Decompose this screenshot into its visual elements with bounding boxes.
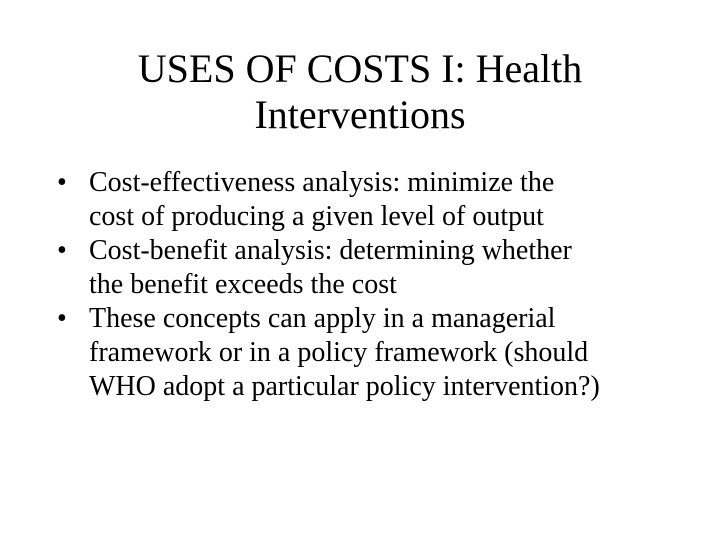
bullet-item-cost-effectiveness (56, 166, 696, 234)
bullet-item-frameworks (56, 302, 696, 404)
slide-title-line-2: Interventions (254, 92, 466, 137)
bullet-text-line: WHO adopt a particular policy intervention?) (89, 371, 600, 402)
bullet-point-icon: • (57, 235, 67, 266)
bullet-text-line: cost of producing a given level of output (89, 201, 544, 232)
bullet-text-line: Cost-benefit analysis: determining whether (89, 235, 572, 266)
slide-title (60, 46, 660, 138)
bullet-point-icon: • (57, 303, 67, 334)
bullet-text-line: framework or in a policy framework (should (89, 337, 589, 368)
bullet-text-line: the benefit exceeds the cost (89, 269, 397, 300)
bullet-text-line: These concepts can apply in a managerial (89, 303, 556, 334)
bullet-item-cost-benefit (56, 234, 696, 302)
slide-title-line-1: USES OF COSTS I: Health (137, 46, 583, 91)
bullet-text-line: Cost-effectiveness analysis: minimize the (89, 167, 555, 198)
bullet-point-icon: • (57, 167, 67, 198)
bullet-list (56, 166, 696, 404)
